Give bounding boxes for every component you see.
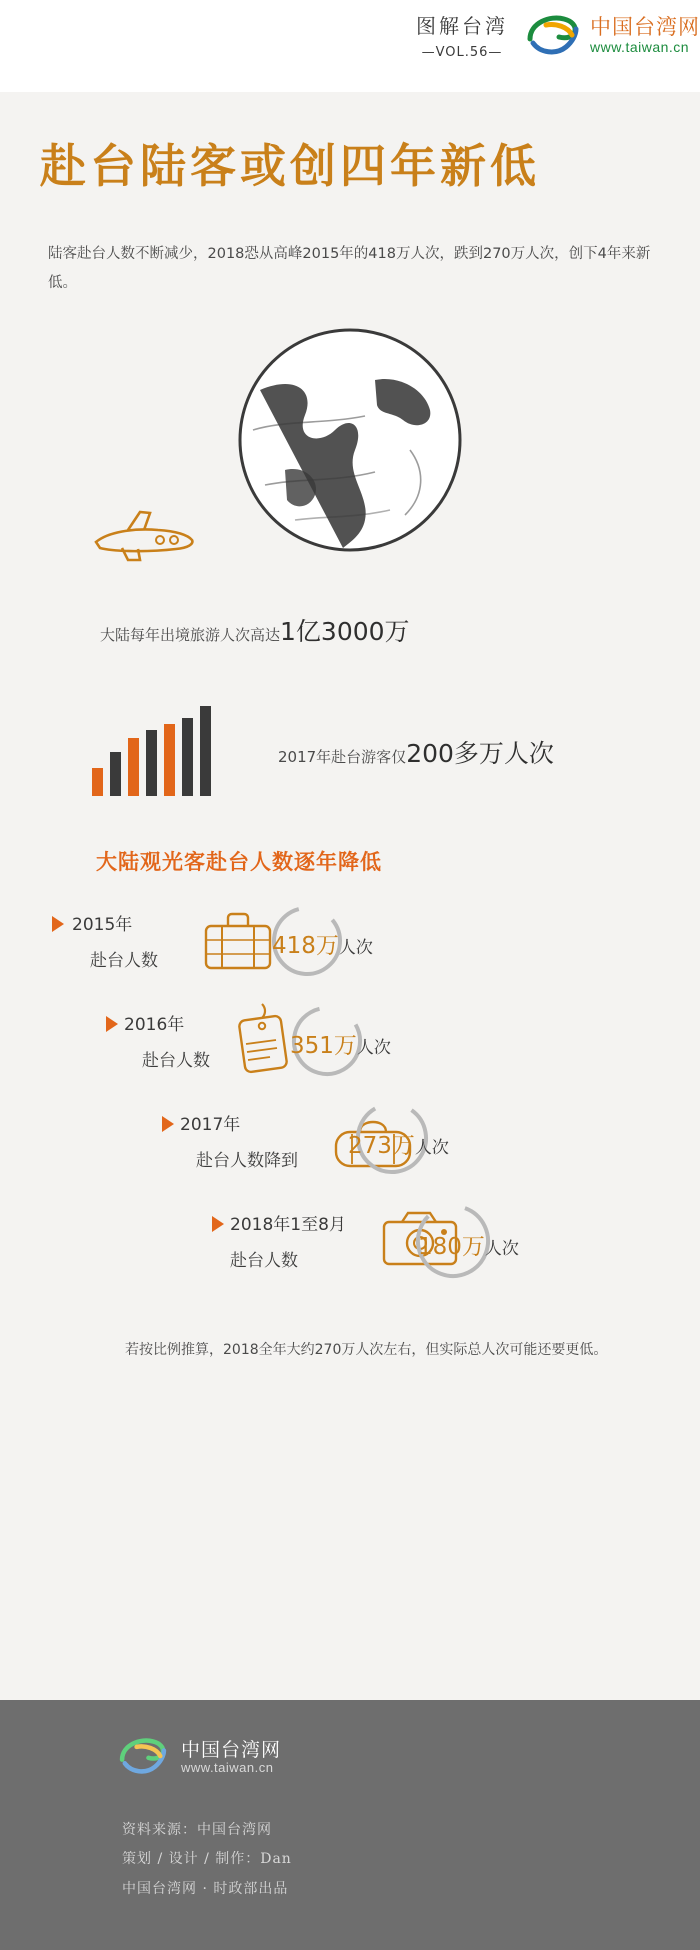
year-value-number: 273万	[348, 1133, 415, 1159]
year-value-unit: 人次	[484, 1239, 519, 1259]
year-value-number: 418万	[272, 933, 339, 959]
brand-block	[416, 10, 700, 60]
footer-brand-text	[181, 1740, 281, 1777]
globe-section	[0, 312, 700, 612]
page-footer	[0, 1700, 700, 1950]
bars-caption-value: 200多万人次	[406, 739, 554, 768]
year-sublabel: 赴台人数	[90, 951, 158, 971]
brand-text	[590, 15, 700, 55]
footer-credits	[122, 1816, 292, 1904]
taiwan-net-logo-icon	[526, 13, 580, 57]
globe-icon	[225, 320, 475, 570]
year-value	[290, 1027, 391, 1060]
year-value	[348, 1127, 449, 1160]
yearly-breakdown	[0, 902, 700, 1302]
brand-name: 中国台湾网	[590, 14, 700, 39]
triangle-right-icon	[52, 916, 64, 932]
volume-number: —VOL.56—	[421, 45, 503, 60]
globe-caption	[100, 612, 700, 648]
year-row	[0, 1102, 700, 1202]
taiwan-net-logo-icon	[118, 1736, 172, 1780]
year-label: 2016年	[124, 1015, 185, 1035]
globe-caption-value: 1亿3000万	[280, 617, 410, 646]
footer-brand-url: www.taiwan.cn	[181, 1760, 274, 1776]
year-value-unit: 人次	[356, 1038, 391, 1058]
footnote: 若按比例推算，2018全年大约270万人次左右，但实际总人次可能还要更低。	[125, 1342, 608, 1358]
mini-bar	[110, 752, 121, 796]
year-row	[0, 902, 700, 1002]
credit-line: 策划 / 设计 / 制作：Dan	[122, 1851, 292, 1868]
mini-bar	[164, 724, 175, 796]
airplane-icon	[88, 504, 203, 569]
globe-caption-prefix: 大陆每年出境旅游人次高达	[100, 626, 281, 644]
year-label: 2018年1至8月	[230, 1215, 346, 1235]
mini-bar	[200, 706, 211, 796]
page-header	[0, 0, 700, 92]
year-label: 2017年	[180, 1115, 241, 1135]
mini-bar	[92, 768, 103, 796]
mini-bar	[128, 738, 139, 796]
mini-bars	[92, 706, 211, 796]
section-heading: 大陆观光客赴台人数逐年降低	[96, 850, 382, 874]
bars-caption	[278, 734, 554, 770]
triangle-right-icon	[106, 1016, 118, 1032]
credit-line: 资料来源：中国台湾网	[122, 1822, 272, 1838]
year-value	[418, 1228, 519, 1261]
footer-brand	[118, 1736, 281, 1780]
mini-bar-chart	[0, 674, 700, 824]
lede-paragraph: 陆客赴台人数不断减少，2018恐从高峰2015年的418万人次，跌到270万人次，创下4年来新低。	[48, 246, 651, 291]
credit-line: 中国台湾网 · 时政部出品	[122, 1880, 289, 1897]
year-value-unit: 人次	[414, 1138, 449, 1158]
year-value-unit: 人次	[338, 938, 373, 958]
year-sublabel: 赴台人数	[142, 1051, 210, 1071]
mini-bar	[182, 718, 193, 796]
volume-block	[416, 10, 516, 60]
year-value-number: 180万	[418, 1234, 485, 1260]
year-row	[0, 1002, 700, 1102]
brand-url: www.taiwan.cn	[590, 39, 690, 56]
footer-brand-name: 中国台湾网	[181, 1738, 282, 1761]
year-sublabel: 赴台人数降到	[196, 1151, 298, 1171]
page-title: 赴台陆客或创四年新低	[40, 139, 540, 193]
triangle-right-icon	[212, 1216, 224, 1232]
year-value	[272, 927, 373, 960]
bars-caption-prefix: 2017年赴台游客仅	[278, 748, 407, 766]
year-value-number: 351万	[290, 1033, 357, 1059]
series-title: 图解台湾	[416, 14, 508, 38]
mini-bar	[146, 730, 157, 796]
year-label: 2015年	[72, 915, 133, 935]
year-row	[0, 1202, 700, 1302]
suitcase-icon	[200, 908, 276, 979]
year-sublabel: 赴台人数	[230, 1251, 298, 1271]
triangle-right-icon	[162, 1116, 174, 1132]
